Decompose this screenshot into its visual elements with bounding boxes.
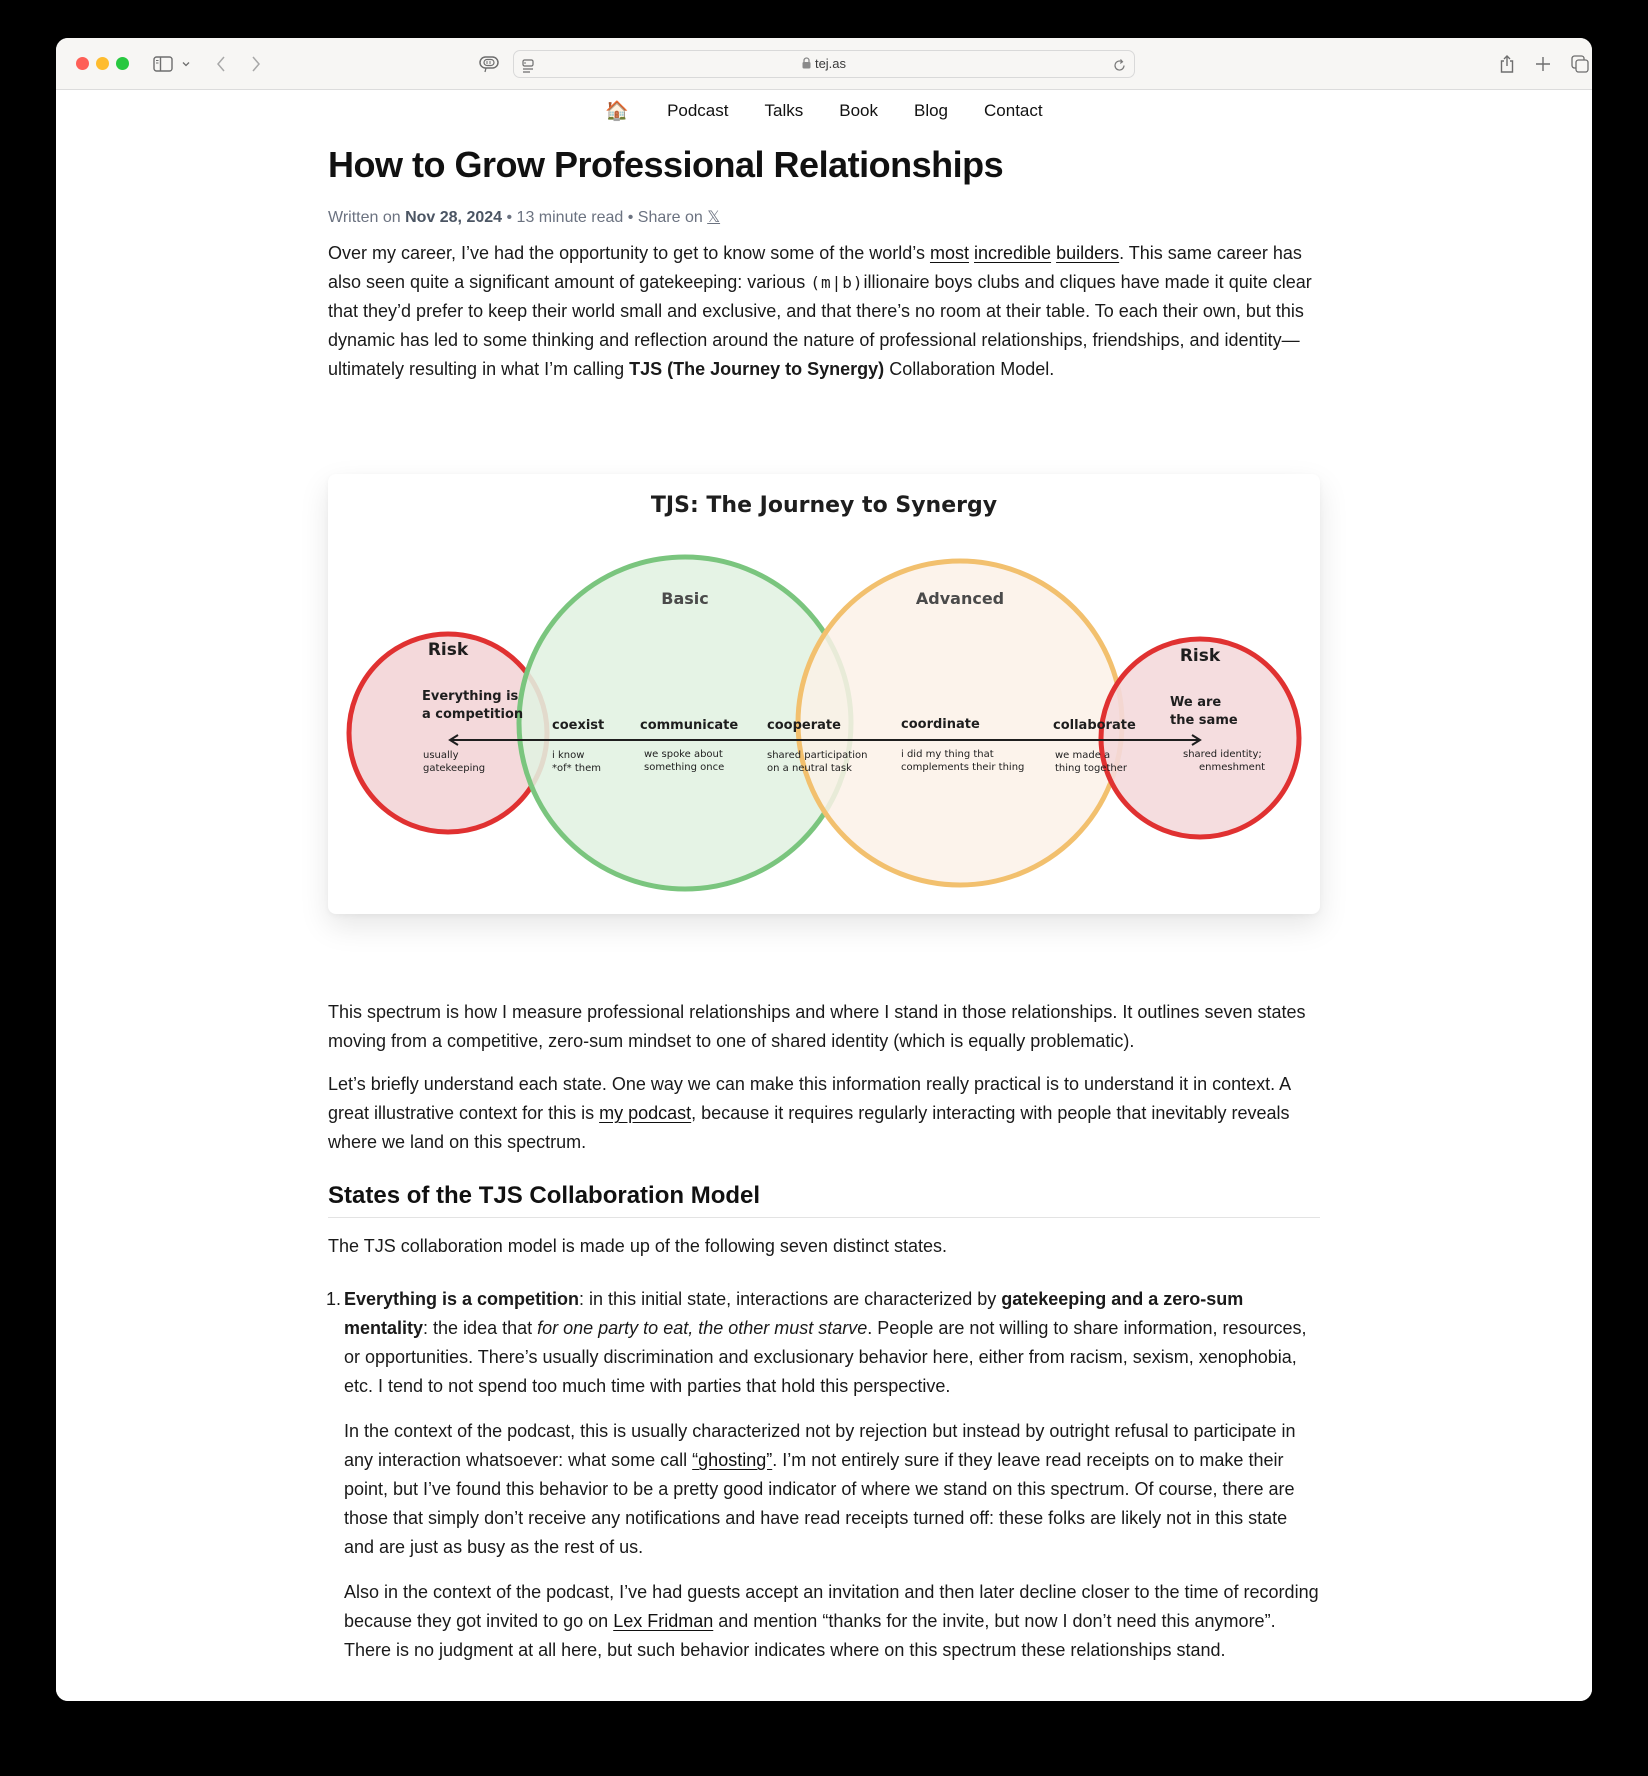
intro-paragraph — [328, 239, 1320, 384]
diagram-title: TJS: The Journey to Synergy — [650, 493, 998, 518]
link-builders[interactable]: builders — [1056, 243, 1120, 263]
state-same-line1: We are — [1170, 695, 1222, 710]
text: Also in the context of the podcast, I’ve had guests accept an invitation and then later decline closer to the time of recording because they got invited to go on — [344, 1582, 1319, 1631]
bold-term: Everything is a competition — [344, 1289, 580, 1309]
article-meta — [328, 207, 1320, 229]
article — [328, 143, 1320, 1665]
state-competition-desc2: gatekeeping — [423, 763, 486, 774]
text: and mention “thanks for the invite, but now I don’t need this anymore”. There is no judgment at all here, but such behavior indicates where on this spectrum these relationships stand. — [344, 1611, 1276, 1660]
risk-right-label: Risk — [1179, 646, 1221, 666]
text: Collaboration Model. — [884, 359, 1055, 379]
share-on-x-link[interactable]: 𝕏 — [707, 209, 721, 226]
text: . This same career has also seen quite a significant amount of gatekeeping: various — [328, 243, 1302, 292]
link-most[interactable]: most — [929, 243, 969, 263]
text: In the context of the podcast, this is usually characterized not by rejection but instead by outright refusal to participate in any interaction whatsoever: what some call — [344, 1421, 1296, 1470]
web-page — [56, 91, 1592, 1701]
text: . I’m not entirely sure if they leave read receipts on to make their point, but I’ve found this behavior to be a pretty good indicator of where we stand on this spectrum. Of course, there are those that simply don’t receive any notifications and have read receipts turned off: these folks are likely not in this state and are just as busy as the rest of us. — [344, 1450, 1295, 1557]
text: : the idea that — [423, 1318, 538, 1338]
text: illionaire boys clubs and cliques have made it quite clear that they’d prefer to keep their world small and exclusive, and that there’s no room at their table. To each their own, but this dynamic has led to some thinking and reflection around the nature of professional relationships, friendships, and identity—ultimately resulting in what I’m calling — [328, 272, 1312, 379]
list-item-paragraph — [344, 1578, 1320, 1665]
italic-phrase: for one party to eat, the other must starve — [537, 1318, 868, 1338]
lock-icon — [802, 52, 811, 78]
text: Over my career, I’ve had the opportunity to get to know some of the world’s — [328, 243, 930, 263]
ghosting-link[interactable]: “ghosting” — [692, 1450, 773, 1470]
list-item-paragraph — [344, 1417, 1320, 1562]
state-coordinate: coordinate — [901, 717, 980, 732]
inline-code: (m|b) — [810, 273, 864, 292]
list-number: 1. — [326, 1289, 342, 1309]
state-cooperate-desc2: on a neutral task — [767, 763, 852, 774]
my-podcast-link[interactable]: my podcast — [599, 1103, 692, 1123]
state-collaborate-desc1: we made a — [1055, 750, 1111, 761]
state-same-desc1: shared identity; — [1183, 749, 1262, 760]
state-competition-line1: Everything is — [422, 689, 519, 704]
state-cooperate-desc1: shared participation — [767, 750, 868, 761]
article-title: How to Grow Professional Relationships — [328, 144, 1004, 185]
nav-book[interactable]: Book — [839, 101, 878, 120]
link-incredible[interactable]: incredible — [974, 243, 1052, 263]
share-icon[interactable] — [1498, 52, 1516, 76]
meta-separator: • — [506, 209, 513, 226]
state-coexist-desc1: i know — [552, 750, 585, 761]
state-collaborate-desc2: thing together — [1055, 763, 1127, 774]
section-heading: States of the TJS Collaboration Model — [328, 1181, 1320, 1218]
share-label: Share on — [637, 209, 703, 226]
bold-model-name: TJS (The Journey to Synergy) — [629, 359, 885, 379]
lex-fridman-link[interactable]: Lex Fridman — [613, 1611, 714, 1631]
meta-separator: • — [627, 209, 634, 226]
tjs-diagram — [328, 474, 1320, 914]
diagram-card — [328, 474, 1320, 914]
maximize-window-button[interactable] — [116, 57, 129, 70]
text: Let’s briefly understand each state. One way we can make this information really practical is to understand it in context. A great illustrative context for this is — [328, 1074, 1291, 1123]
chevron-right-icon[interactable] — [249, 52, 263, 76]
section-intro: The TJS collaboration model is made up of the following seven distinct states. — [328, 1236, 947, 1256]
close-window-button[interactable] — [76, 57, 89, 70]
home-icon[interactable]: 🏠 — [605, 101, 630, 122]
browser-toolbar — [56, 38, 1592, 90]
states-list — [328, 1285, 1320, 1665]
text: , because it requires regularly interacting with people that inevitably reveals where we land on this spectrum. — [328, 1103, 1290, 1152]
chevron-down-icon[interactable] — [180, 52, 192, 76]
risk-left-label: Risk — [427, 640, 469, 660]
state-collaborate: collaborate — [1053, 718, 1136, 733]
minimize-window-button[interactable] — [96, 57, 109, 70]
state-cooperate: cooperate — [767, 718, 841, 733]
nav-talks[interactable]: Talks — [764, 101, 804, 120]
state-coexist-desc2: *of* them — [552, 763, 601, 774]
risk-right-circle — [1101, 639, 1299, 837]
state-same-desc2: enmeshment — [1199, 762, 1266, 773]
state-coordinate-desc2: complements their thing — [901, 762, 1025, 773]
reload-icon[interactable] — [1112, 54, 1128, 78]
nav-blog[interactable]: Blog — [913, 101, 949, 120]
tab-overview-icon[interactable] — [1570, 52, 1590, 76]
site-nav — [56, 91, 1592, 131]
nav-contact[interactable]: Contact — [984, 101, 1043, 120]
advanced-label: Advanced — [915, 589, 1005, 608]
bold-term: gatekeeping and a zero-sum mentality — [344, 1289, 1244, 1338]
state-same-line2: the same — [1170, 713, 1238, 728]
url-display[interactable] — [514, 51, 1134, 77]
publish-date: Nov 28, 2024 — [405, 209, 503, 226]
state-competition-line2: a competition — [422, 707, 524, 722]
nav-podcast[interactable]: Podcast — [667, 101, 729, 120]
state-communicate-desc2: something once — [644, 762, 725, 773]
text: : in this initial state, interactions are characterized by — [579, 1289, 1002, 1309]
url-text: tej.as — [814, 56, 847, 71]
state-coexist: coexist — [552, 718, 605, 733]
chevron-left-icon[interactable] — [214, 52, 228, 76]
context-paragraph — [328, 1070, 1320, 1157]
reader-icon[interactable] — [478, 52, 500, 76]
spectrum-paragraph: This spectrum is how I measure professional relationships and where I stand in those relationships. It outlines seven states moving from a competitive, zero-sum mindset to one of shared identity (which is equally problematic). — [328, 1002, 1306, 1051]
address-bar[interactable] — [513, 50, 1135, 78]
sidebar-icon[interactable] — [152, 52, 174, 76]
state-communicate-desc1: we spoke about — [644, 749, 723, 760]
text: . People are not willing to share information, resources, or opportunities. There’s usually discrimination and exclusionary behavior here, either from racism, sexism, xenophobia, etc. I tend to not spend too much time with parties that hold this perspective. — [344, 1318, 1307, 1396]
list-item-paragraph — [344, 1285, 1320, 1401]
state-competition-desc1: usually — [423, 750, 459, 761]
list-item — [326, 1285, 1320, 1665]
written-on-label: Written on — [328, 209, 401, 226]
read-time: 13 minute read — [516, 209, 624, 226]
state-coordinate-desc1: i did my thing that — [901, 749, 994, 760]
browser-window — [56, 38, 1592, 1701]
state-communicate: communicate — [640, 718, 739, 733]
basic-label: Basic — [661, 589, 709, 608]
plus-icon[interactable] — [1534, 52, 1552, 76]
